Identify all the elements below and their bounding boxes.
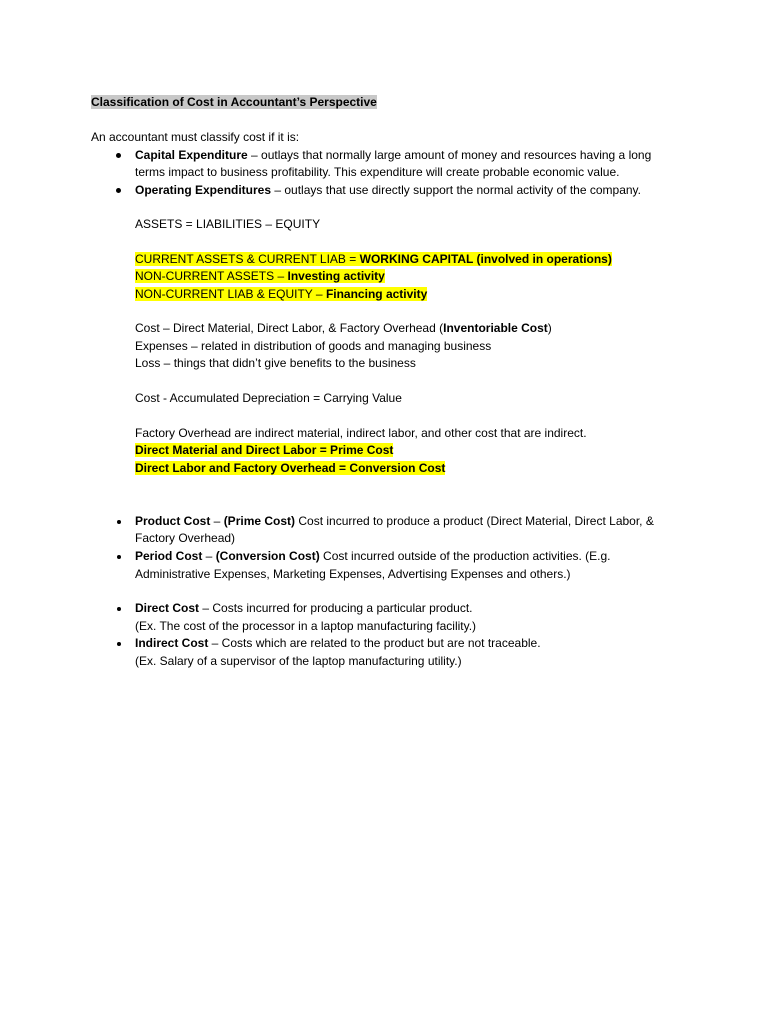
- investing-line: [135, 268, 385, 286]
- bullet-icon: [116, 153, 121, 158]
- prime-cost-text: Direct Material and Direct Labor = Prime Cost: [135, 443, 394, 457]
- financing-line: [135, 286, 427, 304]
- indirect-cost-line-1: [135, 635, 541, 653]
- direct-cost-line-1: [135, 600, 472, 618]
- capital-text-1: – outlays that normally large amount of money and resources having a long: [247, 148, 652, 162]
- product-cost-line-1: [135, 513, 654, 531]
- conversion-cost-line: [135, 460, 445, 478]
- period-cost-line-1: [135, 548, 611, 566]
- period-cost-text-1: Cost incurred outside of the production activities. (E.g.: [319, 549, 611, 563]
- investing-label: NON-CURRENT ASSETS –: [135, 269, 288, 283]
- product-cost-paren: (Prime Cost): [223, 514, 296, 528]
- financing-term: Financing activity: [325, 287, 428, 301]
- product-cost-term: Product Cost: [135, 514, 211, 528]
- indirect-cost-example: (Ex. Salary of a supervisor of the laptop manufacturing utility.): [135, 654, 462, 668]
- title-text: Classification of Cost in Accountant’s Perspective: [91, 95, 377, 109]
- working-capital-label: CURRENT ASSETS & CURRENT LIAB =: [135, 252, 360, 266]
- conversion-cost-text: Direct Labor and Factory Overhead = Conversion Cost: [135, 461, 446, 475]
- period-cost-term: Period Cost: [135, 549, 203, 563]
- period-cost-line-2: Administrative Expenses, Marketing Expenses, Advertising Expenses and others.): [135, 567, 571, 581]
- direct-cost-term: Direct Cost: [135, 601, 200, 615]
- working-capital-line: [135, 251, 612, 269]
- prime-cost-line: [135, 442, 393, 460]
- financing-label: NON-CURRENT LIAB & EQUITY –: [135, 287, 326, 301]
- cost-text: Cost – Direct Material, Direct Labor, & Factory Overhead (: [135, 321, 444, 335]
- page-title: [91, 94, 377, 112]
- bullet-icon: [117, 607, 121, 611]
- equation-text: ASSETS = LIABILITIES – EQUITY: [135, 217, 321, 231]
- capital-line-1: [135, 147, 651, 165]
- operating-term: Operating Expenditures: [135, 183, 272, 197]
- overhead-definition: Factory Overhead are indirect material, indirect labor, and other cost that are indirect.: [135, 426, 587, 440]
- period-cost-dash: –: [202, 549, 216, 563]
- investing-term: Investing activity: [287, 269, 385, 283]
- product-cost-text-1: Cost incurred to produce a product (Direct Material, Direct Labor, &: [295, 514, 654, 528]
- operating-text: – outlays that use directly support the normal activity of the company.: [271, 183, 641, 197]
- bullet-icon: [116, 188, 121, 193]
- bullet-icon: [117, 642, 121, 646]
- direct-cost-example: (Ex. The cost of the processor in a laptop manufacturing facility.): [135, 619, 477, 633]
- cost-close-paren: ): [547, 321, 552, 335]
- product-cost-line-2: Factory Overhead): [135, 531, 236, 545]
- capital-line-2: terms impact to business profitability. This expenditure will create probable economic value.: [135, 165, 620, 179]
- loss-definition: Loss – things that didn’t give benefits to the business: [135, 356, 416, 370]
- inventoriable-cost-term: Inventoriable Cost: [443, 321, 548, 335]
- direct-cost-text: – Costs incurred for producing a particular product.: [199, 601, 473, 615]
- expenses-definition: Expenses – related in distribution of goods and managing business: [135, 339, 492, 353]
- cost-definition: [135, 320, 552, 338]
- bullet-icon: [117, 520, 121, 524]
- indirect-cost-term: Indirect Cost: [135, 636, 209, 650]
- period-cost-paren: (Conversion Cost): [215, 549, 320, 563]
- bullet-icon: [117, 555, 121, 559]
- intro-text: An accountant must classify cost if it is:: [91, 130, 300, 144]
- capital-term: Capital Expenditure: [135, 148, 248, 162]
- carrying-value-text: Cost - Accumulated Depreciation = Carrying Value: [135, 391, 402, 405]
- indirect-cost-text: – Costs which are related to the product but are not traceable.: [208, 636, 541, 650]
- operating-line: [135, 182, 641, 200]
- product-cost-dash: –: [210, 514, 224, 528]
- working-capital-term: WORKING CAPITAL (involved in operations): [359, 252, 612, 266]
